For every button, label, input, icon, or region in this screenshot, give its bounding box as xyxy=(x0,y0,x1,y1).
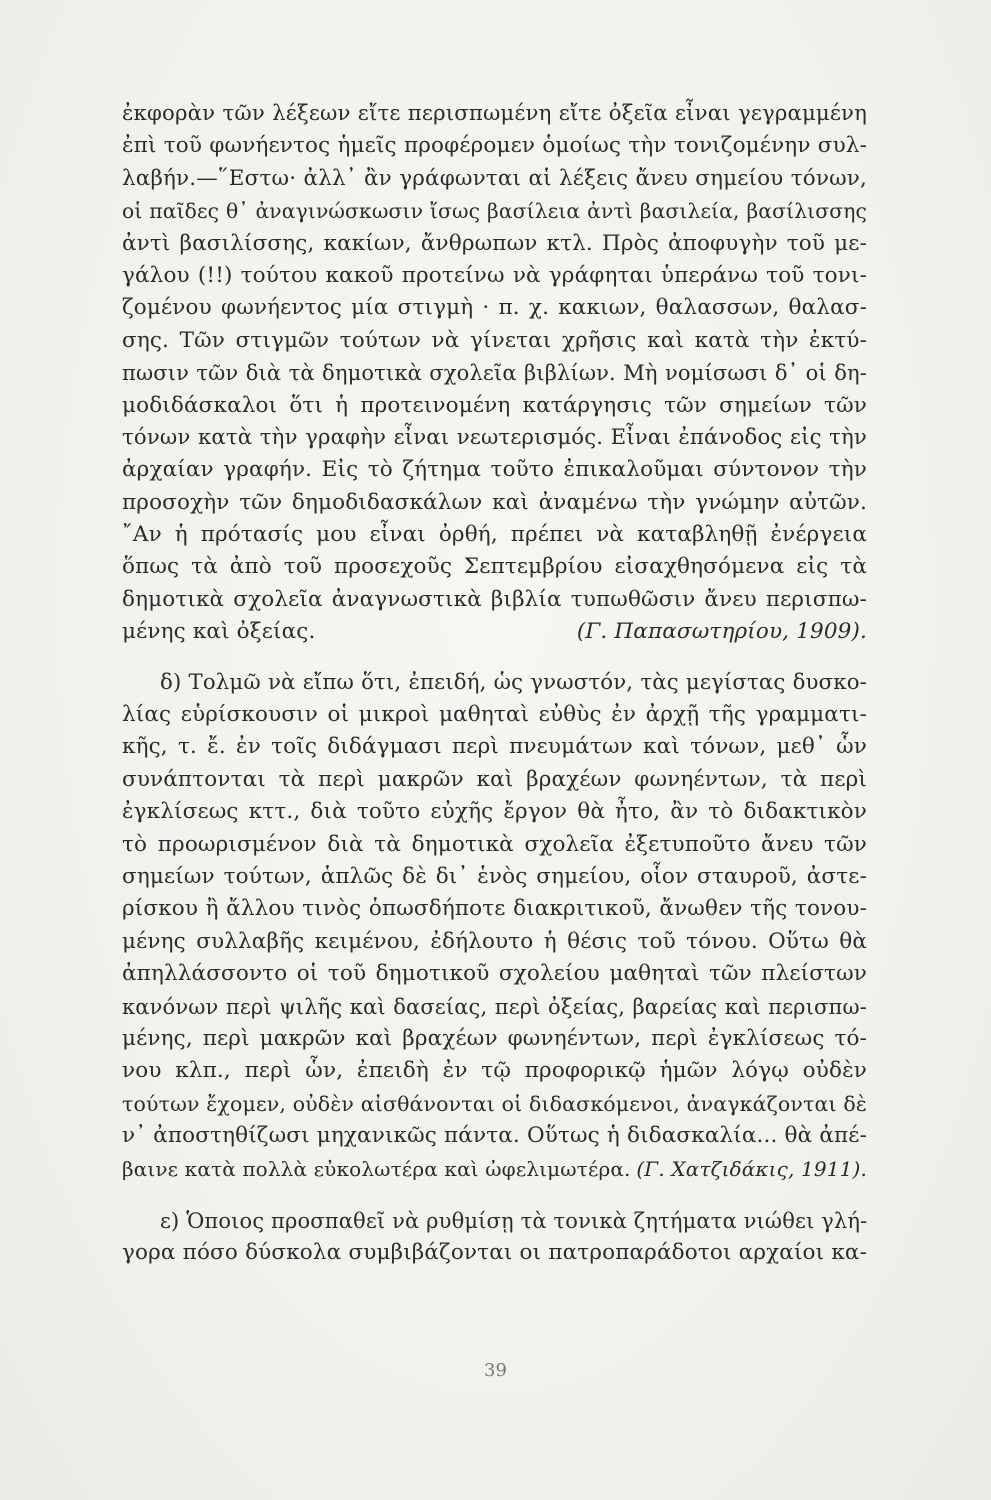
text-line: τόνων κατὰ τὴν γραφὴν εἶναι νεωτερισμός. Εἶναι ἐπάνοδος εἰς τὴν xyxy=(122,424,867,450)
text-line: ε) Ὁποιος προσπαθεῖ νὰ ρυθμίσῃ τὰ τονικὰ ζητήματα νιώθει γλή- xyxy=(160,1208,868,1233)
paragraph-section-e xyxy=(122,1205,867,1270)
body-text xyxy=(122,98,867,1270)
text-line: προσοχὴν τῶν δημοδιδασκάλων καὶ ἀναμένω τὴν γνώμην αὐτῶν. xyxy=(122,489,867,515)
text-line: κῆς, τ. ἔ. ἐν τοῖς διδάγμασι περὶ πνευμάτων καὶ τόνων, μεθ᾽ ὧν xyxy=(122,734,867,760)
citation: (Γ. Παπασωτηρίου, 1909). xyxy=(576,619,867,645)
text-line: ρίσκου ἢ ἄλλου τινὸς ὁπωσδήποτε διακριτικοῦ, ἄνωθεν τῆς τονου- xyxy=(122,896,867,922)
text-line: ἐκφορὰν τῶν λέξεων εἴτε περισπωμένη εἴτε ὀξεῖα εἶναι γεγραμμένη xyxy=(122,101,867,126)
page-number: 39 xyxy=(484,1360,507,1381)
citation: (Γ. Χατζιδάκις, 1911). xyxy=(636,1156,867,1181)
text-line: τὸ προωρισμένον διὰ τὰ δημοτικὰ σχολεῖα ἐξετυποῦτο ἄνευ τῶν xyxy=(122,831,867,857)
text-line: ἐπὶ τοῦ φωνήεντος ἡμεῖς προφέρομεν ὁμοίως τὴν τονιζομένην συλ- xyxy=(122,133,867,159)
text-line: ἐγκλίσεως κττ., διὰ τοῦτο εὐχῆς ἔργον θὰ ἦτο, ἂν τὸ διδακτικὸν xyxy=(122,799,867,825)
text-line: δ) Τολμῶ νὰ εἴπω ὅτι, ἐπειδή, ὡς γνωστόν, τὰς μεγίστας δυσκο- xyxy=(160,669,867,695)
text-line: γάλου (!!) τούτου κακοῦ προτείνω νὰ γράφηται ὑπεράνω τοῦ τονι- xyxy=(122,262,867,288)
text-line: συνάπτονται τὰ περὶ μακρῶν καὶ βραχέων φωνηέντων, τὰ περὶ xyxy=(122,766,867,792)
text-line: μένης συλλαβῆς κειμένου, ἐδήλουτο ἡ θέσις τοῦ τόνου. Οὕτω θὰ xyxy=(122,928,867,954)
text-line: μένης, περὶ μακρῶν καὶ βραχέων φωνηέντων, περὶ ἐγκλίσεως τό- xyxy=(122,1025,867,1051)
paragraph-last-line xyxy=(122,1153,867,1185)
text-line: νου κλπ., περὶ ὧν, ἐπειδὴ ἐν τῷ προφορικῷ ἡμῶν λόγῳ οὐδὲν xyxy=(122,1058,867,1084)
text-line: ν᾽ ἀποστηθίζωσι μηχανικῶς πάντα. Οὕτως ἡ διδασκαλία... θὰ ἀπέ- xyxy=(122,1123,867,1149)
text-line: τούτων ἔχομεν, οὐδὲν αἰσθάνονται οἱ διδασκόμενοι, ἀναγκάζονται δὲ xyxy=(122,1091,867,1116)
text-line: σης. Τῶν στιγμῶν τούτων νὰ γίνεται χρῆσις καὶ κατὰ τὴν ἐκτύ- xyxy=(122,327,867,353)
paragraph-section-g xyxy=(122,98,867,649)
paragraph-gap xyxy=(122,1185,867,1205)
text-line: ἀρχαίαν γραφήν. Εἰς τὸ ζήτημα τοῦτο ἐπικαλοῦμαι σύντονον τὴν xyxy=(122,457,867,483)
text-line: λίας εὑρίσκουσιν οἱ μικροὶ μαθηταὶ εὐθὺς ἐν ἀρχῇ τῆς γραμματι- xyxy=(122,702,867,728)
text-line: οἱ παῖδες θ᾽ ἀναγινώσκωσιν ἴσως βασίλεια ἀντὶ βασιλεία, βασίλισσης xyxy=(122,199,867,224)
text-line: δημοτικὰ σχολεῖα ἀναγνωστικὰ βιβλία τυπωθῶσιν ἄνευ περισπω- xyxy=(122,586,867,612)
text-line: σημείων τούτων, ἁπλῶς δὲ δι᾽ ἑνὸς σημείου, οἷον σταυροῦ, ἀστε- xyxy=(122,863,867,889)
text-line: ἀντὶ βασιλίσσης, κακίων, ἄνθρωπων κτλ. Πρὸς ἀποφυγὴν τοῦ με- xyxy=(122,230,867,256)
text-line: ἀπηλλάσσοντο οἱ τοῦ δημοτικοῦ σχολείου μαθηταὶ τῶν πλείστων xyxy=(122,961,867,987)
text-line: γορα πόσο δύσκολα συμβιβάζονται οι πατροπαράδοτοι αρχαίοι κα- xyxy=(122,1240,867,1266)
text-line: πωσιν τῶν διὰ τὰ δημοτικὰ σχολεῖα βιβλίων. Μὴ νομίσωσι δ᾽ οἱ δη- xyxy=(122,361,867,386)
text-line: ζομένου φωνήεντος μία στιγμὴ · π. χ. κακιων, θαλασσων, θαλασ- xyxy=(122,295,867,321)
text-line: μοδιδάσκαλοι ὅτι ἡ προτεινομένη κατάργησις τῶν σημείων τῶν xyxy=(122,392,867,418)
paragraph-last-line xyxy=(122,616,867,648)
paragraph-section-d xyxy=(122,667,867,1185)
text-line: ῎Αν ἡ πρότασίς μου εἶναι ὀρθή, πρέπει νὰ καταβληθῇ ἐνέργεια xyxy=(122,522,867,548)
text-line: κανόνων περὶ ψιλῆς καὶ δασείας, περὶ ὀξείας, βαρείας καὶ περισπω- xyxy=(122,994,867,1019)
text-line: λαβήν.—῞Εστω· ἀλλ᾽ ἂν γράφωνται αἱ λέξεις ἄνευ σημείου τόνων, xyxy=(122,165,867,191)
text-line: βαινε κατὰ πολλὰ εὐκολωτέρα καὶ ὠφελιμωτέρα. xyxy=(122,1156,631,1181)
text-line: ὅπως τὰ ἀπὸ τοῦ προσεχοῦς Σεπτεμβρίου εἰσαχθησόμενα εἰς τὰ xyxy=(122,554,867,580)
text-line: μένης καὶ ὀξείας. xyxy=(122,619,316,645)
paragraph-gap xyxy=(122,649,867,667)
